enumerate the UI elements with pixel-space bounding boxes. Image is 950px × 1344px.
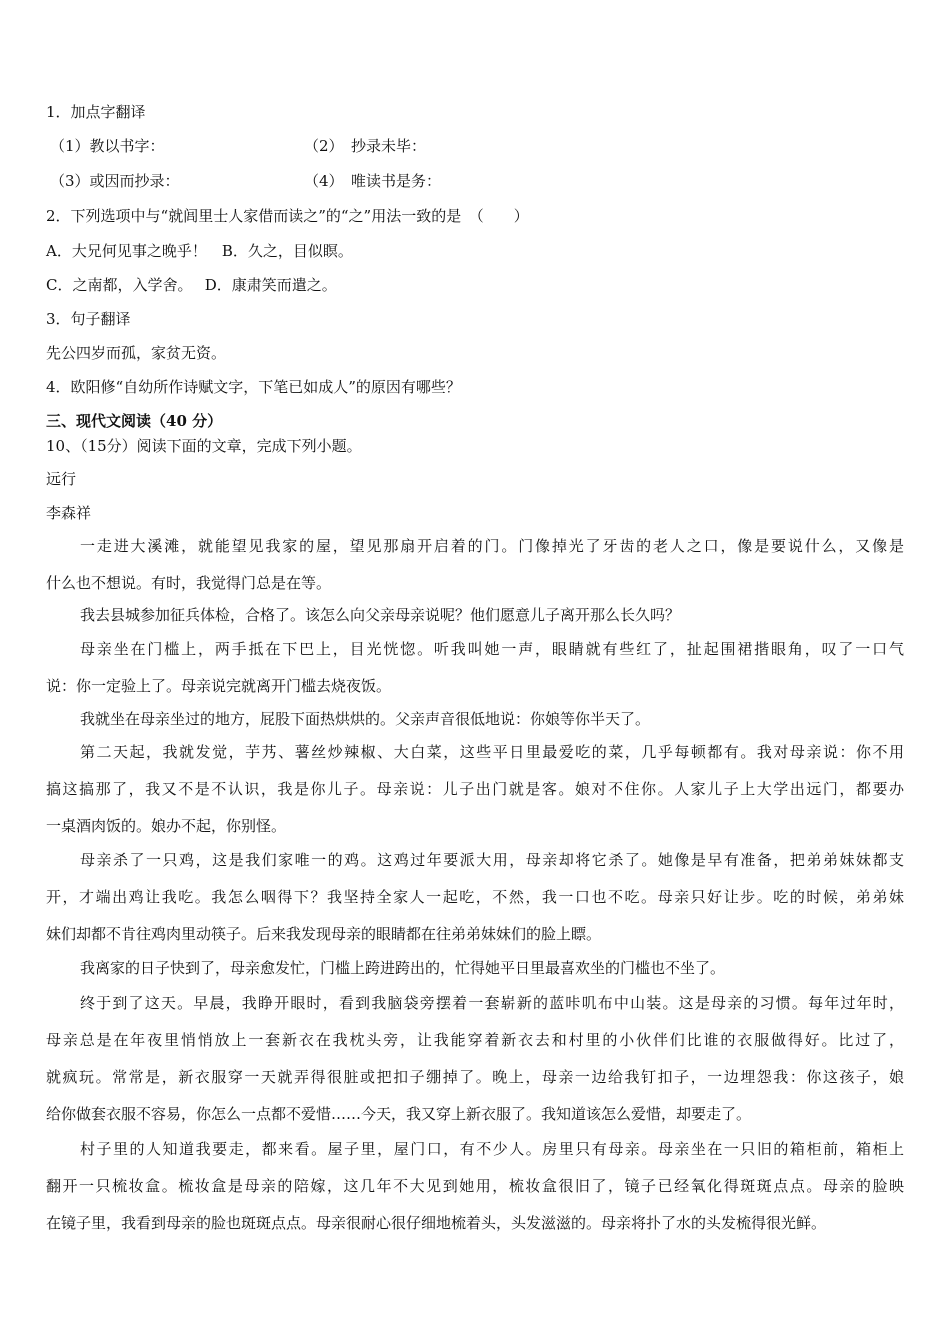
question-3-title: 3．句子翻译 — [46, 310, 131, 328]
section-heading: 三、现代文阅读（40 分） — [46, 412, 223, 430]
paragraph-line: 给你做套衣服不容易，你怎么一点都不爱惜……今天，我又穿上新衣服了。我知道该怎么爱惜，却要走了。 — [46, 1105, 752, 1123]
article-title: 远行 — [46, 470, 77, 488]
question-1-title: 1．加点字翻译 — [46, 103, 146, 121]
paragraph-line: 在镜子里，我看到母亲的脸也斑斑点点。母亲很耐心很仔细地梳着头，头发滋滋的。母亲将扑了水的头发梳得很光鲜。 — [46, 1214, 827, 1232]
paragraph-line: 翻开一只梳妆盒。梳妆盒是母亲的陪嫁，这几年不大见到她用，梳妆盒很旧了，镜子已经氧化得斑斑点点。母亲的脸映 — [46, 1177, 904, 1195]
question-2-options-ab: A．大兄何见事之晚乎！ B．久之，目似瞑。 — [46, 242, 353, 260]
question-2-title: 2．下列选项中与“就闾里士人家借而读之”的“之”用法一致的是 （ ） — [46, 207, 529, 225]
paragraph-line: 母亲总是在年夜里悄悄放上一套新衣在我枕头旁，让我能穿着新衣去和村里的小伙伴们比谁的衣服做得好。比过了， — [46, 1031, 904, 1049]
paragraph-line: 第二天起，我就发觉，芋艿、薯丝炒辣椒、大白菜，这些平日里最爱吃的菜，几乎每顿都有。我对母亲说：你不用 — [80, 743, 904, 761]
paragraph-line: 一走进大溪滩，就能望见我家的屋，望见那扇开启着的门。门像掉光了牙齿的老人之口，像是要说什么，又像是 — [80, 537, 904, 555]
paragraph-line: 母亲坐在门槛上，两手抵在下巴上，目光恍惚。听我叫她一声，眼睛就有些红了，扯起围裙揩眼角，叹了一口气 — [80, 640, 904, 658]
paragraph-line: 母亲杀了一只鸡，这是我们家唯一的鸡。这鸡过年要派大用，母亲却将它杀了。她像是早有准备，把弟弟妹妹都支 — [80, 851, 904, 869]
paragraph-line: 终于到了这天。早晨，我睁开眼时，看到我脑袋旁摆着一套崭新的蓝咔叽布中山装。这是母亲的习惯。每年过年时， — [80, 994, 904, 1012]
paragraph-line: 我去县城参加征兵体检，合格了。该怎么向父亲母亲说呢？他们愿意儿子离开那么长久吗？ — [80, 606, 681, 624]
paragraph-line: 开，才端出鸡让我吃。我怎么咽得下？我坚持全家人一起吃，不然，我一口也不吃。母亲只好让步。吃的时候，弟弟妹 — [46, 888, 904, 906]
paragraph-line: 说：你一定验上了。母亲说完就离开门槛去烧夜饭。 — [46, 677, 392, 695]
question-1-item-1: （1）教以书字： — [50, 137, 165, 155]
article-author: 李森祥 — [46, 504, 92, 522]
question-1-item-3: （3）或因而抄录： — [50, 172, 180, 190]
question-3-sentence: 先公四岁而孤，家贫无资。 — [46, 344, 227, 362]
section-instruction: 10、（15分）阅读下面的文章，完成下列小题。 — [46, 437, 362, 455]
paragraph-line: 一桌酒肉饭的。娘办不起，你别怪。 — [46, 817, 287, 835]
question-1-item-2: （2） 抄录未毕： — [304, 137, 427, 155]
paragraph-line: 就疯玩。常常是，新衣服穿一天就弄得很脏或把扣子绷掉了。晚上，母亲一边给我钉扣子，一边埋怨我：你这孩子，娘 — [46, 1068, 904, 1086]
question-4-title: 4．欧阳修“自幼所作诗赋文字，下笔已如成人”的原因有哪些？ — [46, 378, 461, 396]
paragraph-line: 我就坐在母亲坐过的地方，屁股下面热烘烘的。父亲声音很低地说：你娘等你半天了。 — [80, 710, 651, 728]
paragraph-line: 什么也不想说。有时，我觉得门总是在等。 — [46, 574, 332, 592]
paragraph-line: 妹们却都不肯往鸡肉里动筷子。后来我发现母亲的眼睛都在往弟弟妹妹们的脸上瞟。 — [46, 925, 602, 943]
question-2-options-cd: C．之南都，入学舍。 D．康肃笑而遣之。 — [46, 276, 337, 294]
question-1-item-4: （4） 唯读书是务： — [304, 172, 442, 190]
paragraph-line: 搞这搞那了，我又不是不认识，我是你儿子。母亲说：儿子出门就是客。娘对不住你。人家儿子上大学出远门，都要办 — [46, 780, 904, 798]
paragraph-line: 我离家的日子快到了，母亲愈发忙，门槛上跨进跨出的，忙得她平日里最喜欢坐的门槛也不坐了。 — [80, 959, 726, 977]
paragraph-line: 村子里的人知道我要走，都来看。屋子里，屋门口，有不少人。房里只有母亲。母亲坐在一只旧的箱柜前，箱柜上 — [80, 1140, 904, 1158]
